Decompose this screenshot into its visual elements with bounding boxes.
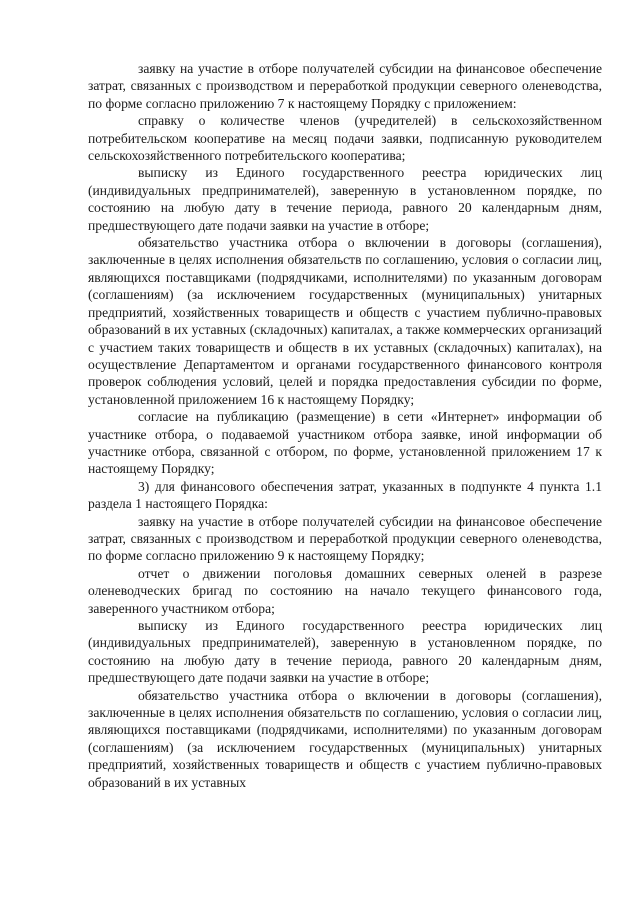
paragraph-obligation-contracts: обязательство участника отбора о включении в договоры (соглашения), заключенные в целях исполнения обязательств по соглашению, условия о согласии лиц, являющихся поставщиками (подрядчиками, исполнителями) по указанным договорам (соглашениям) (за исключением государственных (муниципальных) унитарных предприятий, хозяйственных товариществ и обществ с участием публично-правовых образований в их уставных (складочных) капиталах, а также коммерческих организаций с участием таких товариществ и обществ в их уставных (складочных) капиталах), на осуществление Департаментом и органами государственного финансового контроля проверок соблюдения условий, целей и порядка предоставления субсидии по форме, установленной приложением 16 к настоящему Порядку; bbox=[88, 235, 602, 407]
paragraph-publication-consent: согласие на публикацию (размещение) в сети «Интернет» информации об участнике отбора, о подаваемой участником отбора заявке, иной информации об участнике отбора, связанной с отбором, по форме, установленной приложением 17 к настоящему Порядку; bbox=[88, 409, 602, 477]
paragraph-application-appendix-9: заявку на участие в отборе получателей субсидии на финансовое обеспечение затрат, связанных с производством и переработкой продукции северного оленеводства, по форме согласно приложению 9 к настоящему Порядку; bbox=[88, 513, 602, 564]
paragraph-application-appendix-7: заявку на участие в отборе получателей субсидии на финансовое обеспечение затрат, связанных с производством и переработкой продукции северного оленеводства, по форме согласно приложению 7 к настоящему Порядку с приложением: bbox=[88, 61, 602, 111]
paragraph-registry-extract: выписку из Единого государственного реестра юридических лиц (индивидуальных предпринимателей), заверенную в установленном порядке, по состоянию на любую дату в течение периода, равного 20 календарным дням, предшествующего дате подачи заявки на участие в отборе; bbox=[88, 165, 602, 233]
paragraph-section-3: 3) для финансового обеспечения затрат, указанных в подпункте 4 пункта 1.1 раздела 1 настоящего Порядка: bbox=[88, 478, 602, 512]
paragraph-registry-extract-2: выписку из Единого государственного реестра юридических лиц (индивидуальных предпринимателей), заверенную в установленном порядке, по состоянию на любую дату в течение периода, равного 20 календарным дням, предшествующего дате подачи заявки на участие в отборе; bbox=[88, 618, 602, 686]
document-page bbox=[88, 60, 602, 791]
paragraph-reindeer-report: отчет о движении поголовья домашних северных оленей в разрезе оленеводческих бригад по состоянию на начало текущего финансового года, заверенного участником отбора; bbox=[88, 565, 602, 616]
paragraph-members-certificate: справку о количестве членов (учредителей) в сельскохозяйственном потребительском кооперативе на месяц подачи заявки, подписанную руководителем сельскохозяйственного потребительского кооператива; bbox=[88, 113, 602, 164]
paragraph-obligation-contracts-2: обязательство участника отбора о включении в договоры (соглашения), заключенные в целях исполнения обязательств по соглашению, условия о согласии лиц, являющихся поставщиками (подрядчиками, исполнителями) по указанным договорам (соглашениям) (за исключением государственных (муниципальных) унитарных предприятий, хозяйственных товариществ и обществ с участием публично-правовых образований в их уставных bbox=[88, 687, 602, 790]
